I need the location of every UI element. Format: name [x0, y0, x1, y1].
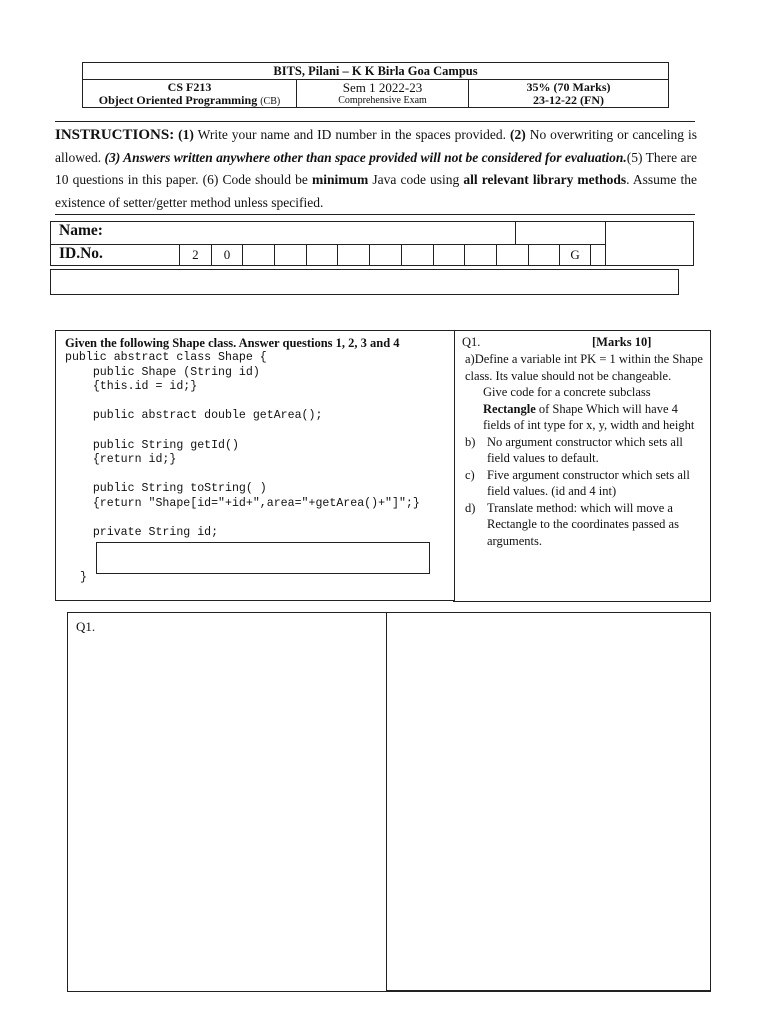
- instructions-paragraph: [55, 124, 697, 214]
- instr-text-1: Write your name and ID number in the spaces provided.: [193, 127, 510, 142]
- course-code: CS F213: [167, 80, 212, 94]
- blank-field[interactable]: [50, 269, 679, 295]
- code-closing-brace: }: [80, 571, 87, 584]
- instructions-top-rule: [55, 121, 695, 122]
- id-cell[interactable]: G: [559, 245, 591, 265]
- instructions-bottom-rule: [55, 214, 695, 215]
- item-bold: Rectangle: [483, 401, 536, 416]
- id-cell[interactable]: 2: [179, 245, 211, 265]
- item-label: c): [465, 467, 475, 482]
- instr-num-2: (2): [510, 127, 526, 142]
- institution-name: BITS, Pilani – K K Birla Goa Campus: [83, 63, 668, 80]
- id-cell[interactable]: [401, 245, 433, 265]
- instr-num-1: (1): [178, 127, 194, 142]
- id-cell[interactable]: [337, 245, 369, 265]
- question-items: [465, 351, 705, 549]
- item-text: Give code for a concrete subclass: [483, 385, 651, 399]
- course-section: (CB): [260, 96, 281, 107]
- question-number: Q1.: [462, 335, 481, 349]
- instr-text-3: (3) Answers written anywhere other than space provided will not be considered for evaluation.: [104, 149, 627, 165]
- question-item: [465, 351, 705, 384]
- signature-box[interactable]: [606, 221, 694, 266]
- id-cell[interactable]: [528, 245, 560, 265]
- id-cell[interactable]: [274, 245, 306, 265]
- instr-text-4: (5) There are 10 questions in this paper. (6) Code should be: [55, 149, 697, 187]
- instr-text-5: Java code using: [368, 172, 464, 187]
- course-cell: [83, 80, 297, 108]
- code-section-title: Given the following Shape class. Answer questions 1, 2, 3 and 4: [65, 336, 400, 350]
- id-cell[interactable]: [464, 245, 496, 265]
- instructions-lead: INSTRUCTIONS:: [55, 127, 175, 143]
- question-item: [465, 434, 705, 467]
- id-cell[interactable]: 0: [211, 245, 243, 265]
- item-label: d): [465, 500, 476, 515]
- item-label: b): [465, 434, 476, 449]
- answer-label: Q1.: [76, 619, 96, 634]
- id-cell[interactable]: [433, 245, 465, 265]
- answer-box-left[interactable]: [67, 612, 387, 992]
- exam-date: 23-12-22 (FN): [533, 93, 604, 107]
- id-cell[interactable]: [306, 245, 338, 265]
- instr-bold-library: all relevant library methods: [463, 172, 627, 187]
- id-label: ID.No.: [59, 245, 103, 262]
- instr-text-6: . Assume the existence of setter/getter method unless specified.: [55, 172, 697, 210]
- name-label: Name:: [59, 222, 103, 239]
- marks-cell: [469, 80, 668, 108]
- instr-text-2: No overwriting or canceling is allowed.: [55, 127, 698, 165]
- item-text: No argument constructor which sets all field values to default.: [487, 434, 683, 465]
- shape-class-code: public abstract class Shape { public Shape (String id) {this.id = id;} public abstract double getArea(); public String getId() {return id;} public String toString( ) {return "Shape[id="+id+",area="+getArea()+"]";} private String id;: [65, 351, 420, 540]
- answer-box-right[interactable]: [386, 612, 711, 992]
- id-cell[interactable]: [369, 245, 401, 265]
- id-cell[interactable]: [496, 245, 528, 265]
- question-item: [465, 500, 705, 550]
- semester-cell: [297, 80, 469, 108]
- item-text: Define a variable int PK = 1 within the Shape class. Its value should not be changeable.: [465, 352, 703, 383]
- semester: Sem 1 2022-23: [342, 80, 423, 95]
- item-text: of Shape Which will have 4 fields of int type for x, y, width and height: [483, 401, 695, 432]
- item-label: a): [465, 352, 475, 366]
- question-box: [453, 330, 711, 602]
- question-item: [465, 467, 705, 500]
- student-info-box: [50, 221, 606, 266]
- item-text: Translate method: which will move a Rectangle to the coordinates passed as arguments.: [487, 500, 679, 548]
- course-name: Object Oriented Programming: [98, 93, 258, 107]
- instr-bold-minimum: minimum: [312, 172, 369, 187]
- exam-type: Comprehensive Exam: [338, 95, 427, 106]
- id-number-cells[interactable]: [179, 245, 591, 265]
- id-cell[interactable]: [242, 245, 274, 265]
- item-text: Five argument constructor which sets all field values. (id and 4 int): [487, 467, 690, 498]
- exam-weight: 35% (70 Marks): [526, 80, 611, 94]
- exam-header-table: [82, 62, 669, 108]
- question-marks: [Marks 10]: [592, 335, 652, 349]
- question-item: [465, 384, 705, 434]
- inline-answer-box[interactable]: [96, 542, 430, 574]
